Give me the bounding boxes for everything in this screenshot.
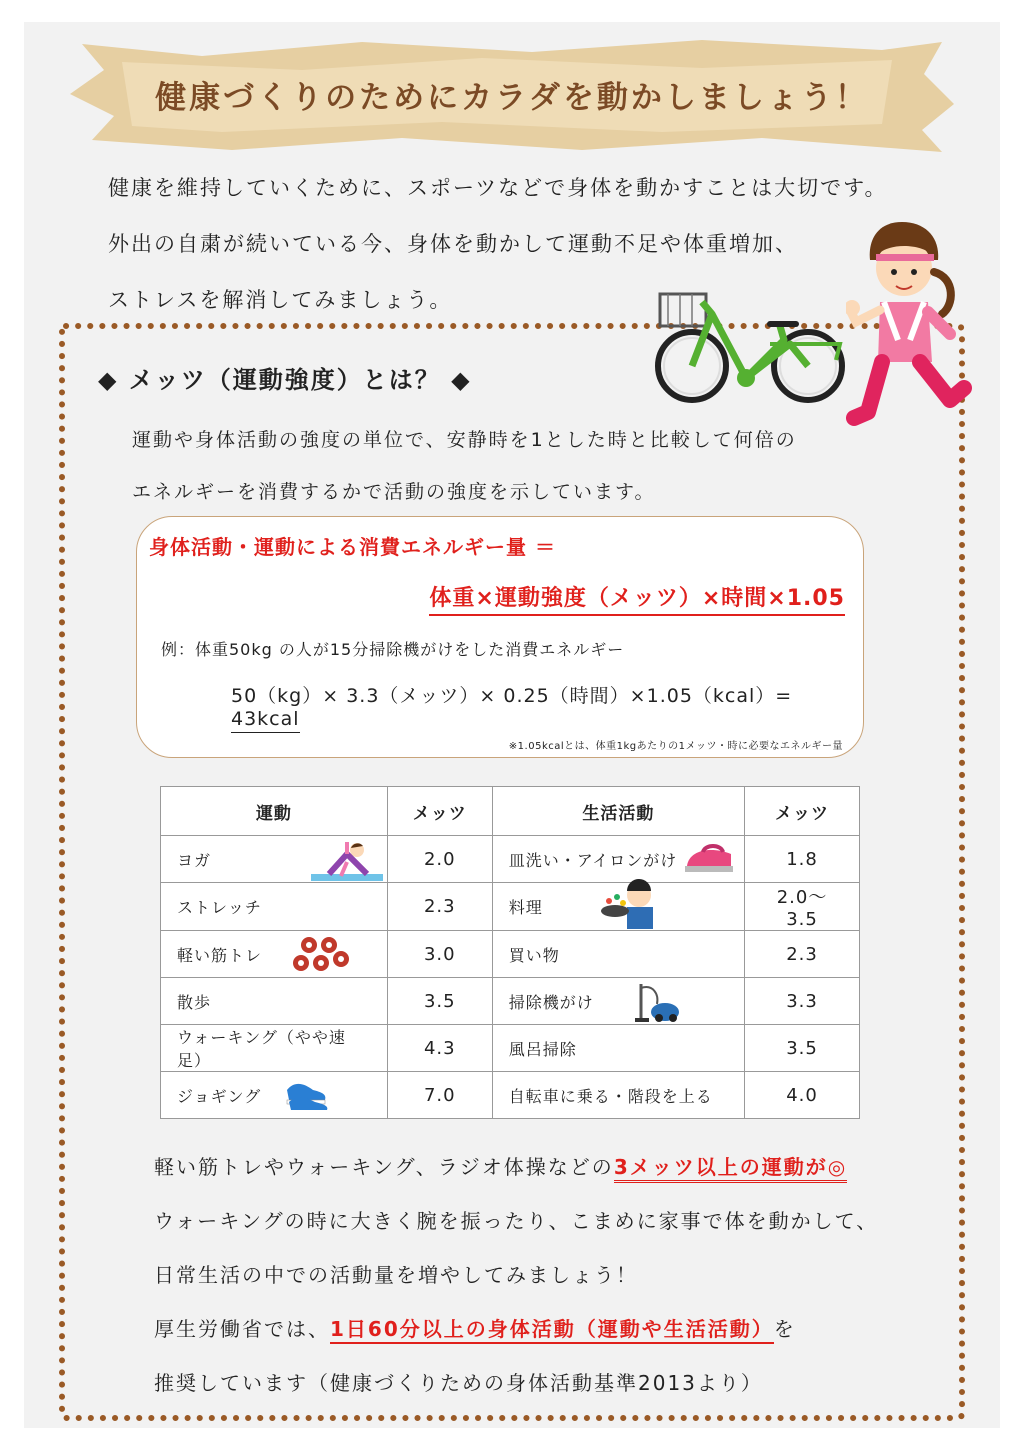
formula-expression: 体重×運動強度（メッツ）×時間×1.05 — [429, 581, 845, 616]
section-body — [132, 414, 797, 518]
activity-cell — [492, 978, 744, 1025]
page-title: 健康づくりのためにカラダを動かしましょう！ — [155, 80, 869, 116]
intro-line: ストレスを解消してみましょう。 — [108, 288, 453, 312]
shoes-illustration — [285, 1076, 329, 1112]
exercise-mets: 2.3 — [387, 883, 492, 931]
summary-line — [154, 1140, 878, 1194]
table-row — [161, 883, 860, 931]
exercise-cell — [161, 978, 388, 1025]
header-mets: メッツ — [387, 787, 492, 836]
summary-text — [154, 1140, 878, 1410]
header-mets: メッツ — [745, 787, 860, 836]
exercise-cell — [161, 836, 388, 883]
activity-name: 掃除機がけ — [508, 992, 594, 1012]
activity-cell — [492, 883, 744, 931]
intro-line: 外出の自粛が続いている今、身体を動かして運動不足や体重増加、 — [108, 232, 798, 256]
exercise-mets: 4.3 — [387, 1025, 492, 1072]
formula-calculation — [231, 681, 863, 730]
cooking-illustration — [597, 877, 665, 931]
summary-text-plain: 軽い筋トレやウォーキング、ラジオ体操などの — [154, 1155, 614, 1179]
mets-table — [160, 786, 860, 1119]
activity-mets: 2.3 — [745, 931, 860, 978]
section-body-line: 運動や身体活動の強度の単位で、安静時を1とした時と比較して何倍の — [132, 429, 797, 451]
exercise-mets: 7.0 — [387, 1072, 492, 1119]
activity-name: 買い物 — [508, 945, 560, 965]
table-row — [161, 1072, 860, 1119]
activity-name: 皿洗い・アイロンがけ — [508, 850, 678, 870]
activity-mets: 1.8 — [745, 836, 860, 883]
activity-mets: 4.0 — [745, 1072, 860, 1119]
exercise-mets: 2.0 — [387, 836, 492, 883]
intro-line: 健康を維持していくために、スポーツなどで身体を動かすことは大切です。 — [108, 176, 888, 200]
activity-name: 風呂掃除 — [508, 1039, 577, 1059]
activity-name: 料理 — [508, 898, 543, 917]
highlight-60min: 1日60分以上の身体活動（運動や生活活動） — [330, 1317, 774, 1344]
exercise-cell — [161, 1072, 388, 1119]
table-row — [161, 978, 860, 1025]
summary-line — [154, 1302, 878, 1356]
summary-line: 推奨しています（健康づくりための身体活動基準2013より） — [154, 1371, 763, 1395]
formula-note: ※1.05kcalとは、体重1kgあたりの1メッツ・時に必要なエネルギー量 — [508, 741, 843, 752]
table-row — [161, 931, 860, 978]
summary-line: ウォーキングの時に大きく腕を振ったり、こまめに家事で体を動かして、 — [154, 1209, 879, 1233]
summary-line: 日常生活の中での活動量を増やしてみましょう！ — [154, 1263, 638, 1287]
dumbbell-illustration — [293, 935, 353, 975]
runner-illustration — [846, 222, 976, 432]
activity-cell — [492, 931, 744, 978]
exercise-cell — [161, 931, 388, 978]
header-daily-activity: 生活活動 — [492, 787, 744, 836]
exercise-cell — [161, 883, 388, 931]
yoga-illustration — [307, 840, 387, 882]
activity-cell — [492, 1025, 744, 1072]
header-exercise: 運動 — [161, 787, 388, 836]
vacuum-illustration — [633, 982, 683, 1024]
summary-text-plain: を — [773, 1317, 796, 1341]
section-heading: ◆ メッツ（運動強度）とは？ ◆ — [98, 366, 472, 394]
highlight-3mets: 3メッツ以上の運動が◎ — [614, 1155, 847, 1183]
exercise-name: 散歩 — [177, 992, 212, 1012]
exercise-mets: 3.0 — [387, 931, 492, 978]
section-body-line: エネルギーを消費するかで活動の強度を示しています。 — [132, 481, 656, 503]
exercise-cell — [161, 1025, 388, 1072]
iron-illustration — [681, 840, 737, 876]
exercise-name: ウォーキング（やや速足） — [177, 1028, 346, 1070]
exercise-name: ヨガ — [177, 850, 212, 870]
table-row — [161, 836, 860, 883]
activity-cell — [492, 1072, 744, 1119]
activity-name: 自転車に乗る・階段を上る — [508, 1086, 713, 1106]
exercise-name: 軽い筋トレ — [177, 945, 263, 965]
formula-title: 身体活動・運動による消費エネルギー量 ＝ — [149, 535, 556, 559]
activity-mets: 3.3 — [745, 978, 860, 1025]
summary-text-plain: 厚生労働省では、 — [154, 1317, 330, 1341]
exercise-name: ストレッチ — [177, 898, 262, 917]
bicycle-illustration — [650, 284, 850, 414]
calculation-answer: 43kcal — [231, 708, 300, 733]
exercise-mets: 3.5 — [387, 978, 492, 1025]
formula-example: 例：体重50kg の人が15分掃除機がけをした消費エネルギー — [161, 640, 625, 659]
table-row — [161, 1025, 860, 1072]
activity-mets: 2.0～3.5 — [745, 883, 860, 931]
calculation-text: 50（kg）× 3.3（メッツ）× 0.25（時間）×1.05（kcal）= — [231, 685, 793, 707]
table-header-row — [161, 787, 860, 836]
formula-box — [136, 516, 864, 758]
activity-mets: 3.5 — [745, 1025, 860, 1072]
activity-cell — [492, 836, 744, 883]
exercise-name: ジョギング — [177, 1086, 262, 1106]
